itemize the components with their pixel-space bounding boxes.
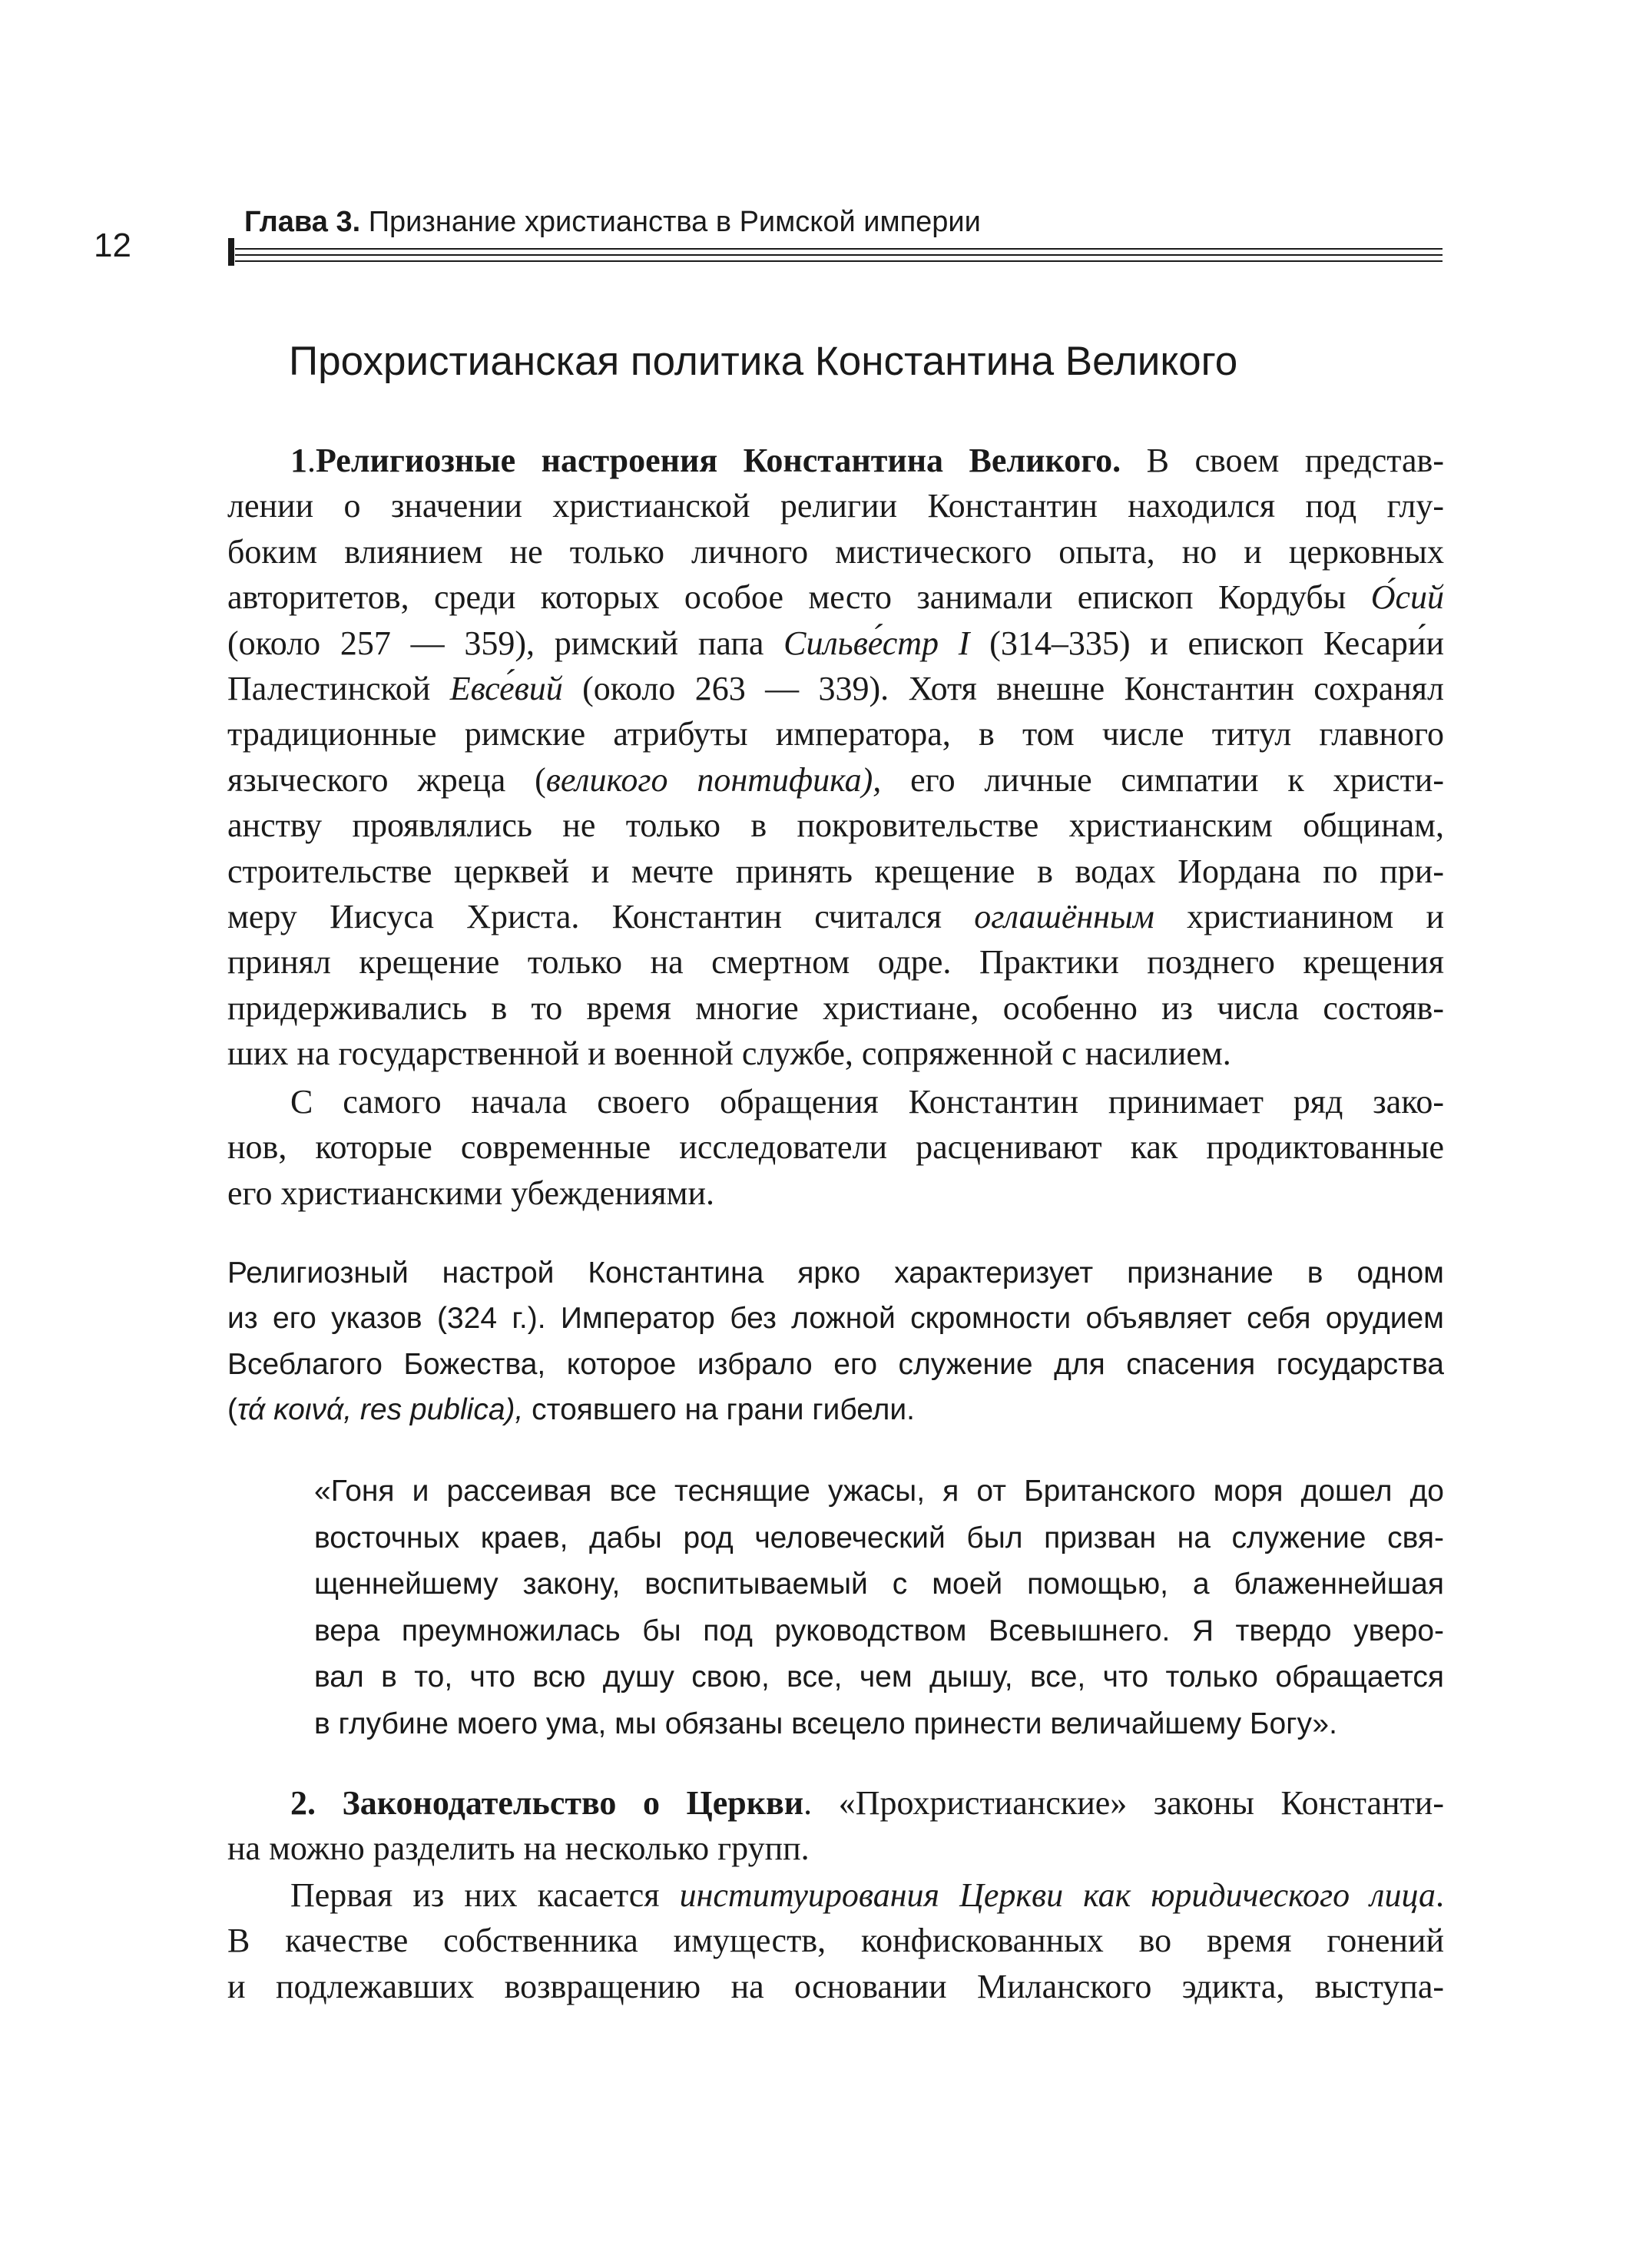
text-line: нов, которые современные исследователи расценивают как продиктованные <box>227 1128 1444 1167</box>
chapter-label: Глава 3. <box>244 206 361 238</box>
text-line: В качестве собственника имуществ, конфискованных во время гонений <box>227 1922 1444 1960</box>
excerpt-paragraph <box>227 1250 1444 1433</box>
text-line: его христианскими убеждениями. <box>227 1174 715 1212</box>
text-line: принял крещение только на смертном одре. Практики позднего крещения <box>227 943 1444 982</box>
header-marker <box>228 238 234 266</box>
text-line: языческого жреца (великого понтифика), его личные симпатии к христи- <box>227 760 1444 799</box>
text-line: вал в то, что всю душу свою, все, чем дышу, все, что только обращается <box>314 1660 1444 1694</box>
running-head <box>244 207 981 237</box>
section-title: Прохристианская политика Константина Великого <box>289 339 1238 384</box>
subsection-heading: Религиозные настроения Константина Великого. <box>316 442 1121 479</box>
text-line: из его указов (324 г.). Император без ложной скромности объявляет себя орудием <box>227 1302 1444 1336</box>
text-line: строительстве церквей и мечте принять крещение в водах Иордана по при- <box>227 852 1444 890</box>
subsection-heading: 2. Законодательство о Церкви <box>290 1784 804 1822</box>
text-line: придерживались в то время многие христиане, особенно из числа состояв- <box>227 988 1444 1027</box>
text-line: (около 257 — 359), римский папа Сильве́стр I (314–335) и епископ Кесари́и <box>227 624 1445 662</box>
page-number: 12 <box>94 227 131 264</box>
text-line: в глубине моего ума, мы обязаны всецело принести величайшему Богу». <box>314 1707 1337 1740</box>
text-line: Первая из них касается институирования Церкви как юридического лица. <box>290 1876 1444 1914</box>
text-line: и подлежавших возвращению на основании Миланского эдикта, выступа- <box>227 1967 1444 2005</box>
text-line: (τά κοινά, res publica), стоявшего на грани гибели. <box>227 1393 915 1427</box>
header-rule <box>235 260 1443 262</box>
text-line: 2. Законодательство о Церкви. «Прохристианские» законы Константи- <box>290 1784 1444 1822</box>
text-line: анству проявлялись не только в покровительстве христианским общинам, <box>227 806 1444 845</box>
paragraph-legal-entity <box>227 1872 1444 2009</box>
text-line: «Гоня и рассеивая все теснящие ужасы, я от Британского моря дошел до <box>314 1475 1444 1508</box>
text-line: С самого начала своего обращения Константин принимает ряд зако- <box>290 1083 1444 1121</box>
text-line: боким влиянием не только личного мистического опыта, но и церковных <box>227 532 1444 571</box>
text-line: Всеблагого Божества, которое избрало его служение для спасения государства <box>227 1347 1444 1381</box>
paragraph-church-legislation <box>227 1780 1444 1872</box>
text-line: вера преумножилась бы под руководством Всевышнего. Я твердо уверо- <box>314 1614 1444 1647</box>
text-line: авторитетов, среди которых особое место занимали епископ Кордубы О́сий <box>227 578 1444 617</box>
text-line: на можно разделить на несколько групп. <box>227 1829 810 1868</box>
text-line: меру Иисуса Христа. Константин считался оглашённым христианином и <box>227 897 1445 935</box>
text-line: традиционные римские атрибуты императора, в том числе титул главного <box>227 715 1444 753</box>
paragraph-religious-moods <box>227 438 1444 1076</box>
header-rule <box>235 254 1443 256</box>
chapter-title: Признание христианства в Римской империи <box>368 206 981 238</box>
block-quote <box>314 1468 1444 1748</box>
text-line: лении о значении христианской религии Константин находился под глу- <box>227 487 1444 525</box>
paragraph-laws-intro <box>227 1079 1444 1216</box>
text-line: восточных краев, дабы род человеческий был призван на служение свя- <box>314 1521 1444 1554</box>
text-line: щеннейшему закону, воспитываемый с моей помощью, а блаженнейшая <box>314 1568 1444 1601</box>
header-rule <box>235 248 1443 250</box>
text-line: 1.Религиозные настроения Константина Великого. В своем представ- <box>290 442 1444 479</box>
text-line: Религиозный настрой Константина ярко характеризует признание в одном <box>227 1257 1444 1290</box>
text-line: ших на государственной и военной службе, сопряженной с насилием. <box>227 1035 1231 1073</box>
text-line: Палестинской Евсе́вий (около 263 — 339). Хотя внешне Константин сохранял <box>227 669 1445 707</box>
